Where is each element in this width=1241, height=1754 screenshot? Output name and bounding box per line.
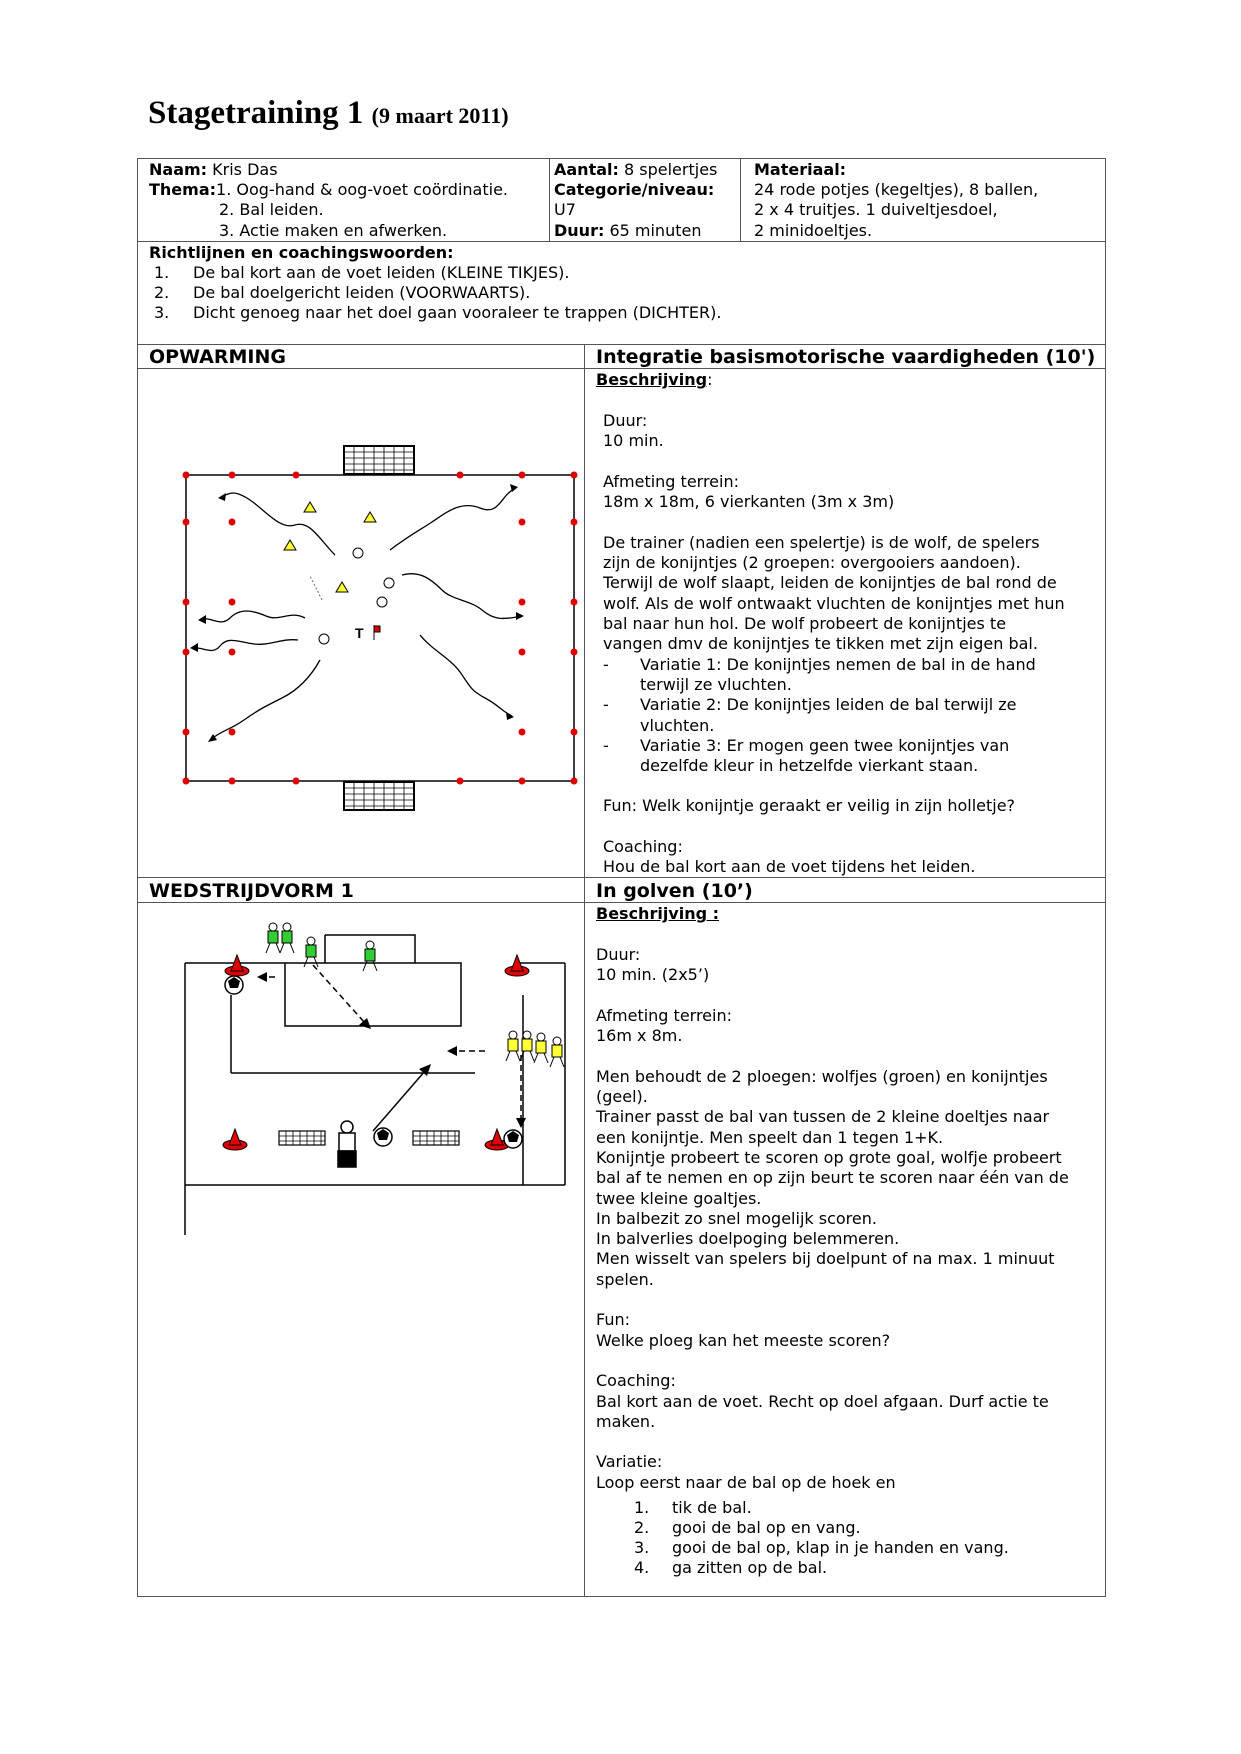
- materiaal-label: Materiaal:: [754, 160, 847, 179]
- coaching-label: Coaching:: [603, 837, 683, 856]
- flag-icon: [374, 625, 380, 640]
- richtlijn-num: 3.: [154, 303, 170, 322]
- fun-line: Fun: Welk konijntje geraakt er veilig in zijn holletje?: [603, 796, 1016, 815]
- variation-line: vluchten.: [640, 716, 715, 735]
- variatie-num: 4.: [634, 1558, 650, 1577]
- richtlijn-num: 2.: [154, 283, 170, 302]
- richtlijn-text: De bal doelgericht leiden (VOORWAARTS).: [193, 283, 531, 302]
- arrowheads: [257, 972, 526, 1128]
- divider: [549, 158, 550, 241]
- dribble-paths: [192, 488, 522, 740]
- section-header-integratie: Integratie basismotorische vaardigheden (10'): [596, 346, 1096, 368]
- variatie-num: 2.: [634, 1518, 650, 1537]
- divider: [137, 344, 1106, 345]
- divider: [137, 368, 1106, 369]
- beschrijving-heading: Beschrijving:: [596, 370, 713, 389]
- section-header-in-golven: In golven (10’): [596, 880, 753, 902]
- variation-line: Variatie 1: De konijntjes nemen de bal in de hand: [640, 655, 1036, 674]
- path-arrowheads: [190, 484, 524, 742]
- aantal-value: 8 spelertjes: [624, 160, 718, 179]
- variation-line: Variatie 2: De konijntjes leiden de bal terwijl ze: [640, 695, 1017, 714]
- dashed-arrows: [265, 965, 521, 1120]
- dotted-arrow: [310, 576, 322, 600]
- divider: [740, 158, 741, 241]
- yellow-players: [506, 1031, 564, 1067]
- variation-line: terwijl ze vluchten.: [640, 675, 792, 694]
- variation-dash: -: [603, 736, 609, 755]
- naam-label: Naam:: [149, 160, 208, 179]
- section-header-wedstrijdvorm: WEDSTRIJDVORM 1: [149, 880, 354, 902]
- coaching-value: Hou de bal kort aan de voet tijdens het leiden.: [603, 857, 976, 876]
- green-players: [266, 923, 377, 971]
- pass-arrowhead: [419, 1064, 431, 1076]
- wedstrijd-description: Duur: 10 min. (2x5’) Afmeting terrein: 16m x 8m. Men behoudt de 2 ploegen: wolfjes (groen) en konijntjes (geel). Trainer passt de bal van tussen de 2 kleine doeltjes naar een konijntje. Men speelt dan 1 tegen 1+K. Konijntje probeert te scoren op grote goal, wolfje probeert bal af te nemen en op zijn beurt te scoren naar één van de twee kleine goaltjes. In balbezit zo snel mogelijk scoren. In balverlies doelpoging belemmeren. Men wisselt van spelers bij doelpunt of na max. 1 minuut spelen. Fun: Welke ploeg kan het meeste scoren? Coaching: Bal kort aan de voet. Recht op doel afgaan. Durf actie te maken. Variatie: Loop eerst naar de bal op de hoek en: [596, 945, 1069, 1492]
- wedstrijdvorm-field-diagram: [175, 915, 580, 1245]
- materiaal-line: 2 x 4 truitjes. 1 duiveltjesdoel,: [754, 200, 998, 219]
- title-date: (9 maart 2011): [371, 103, 509, 128]
- mini-goals: [279, 1131, 459, 1145]
- richtlijn-text: Dicht genoeg naar het doel gaan vooraleer te trappen (DICHTER).: [193, 303, 722, 322]
- variation-dash: -: [603, 655, 609, 674]
- aantal-label: Aantal:: [554, 160, 619, 179]
- title-main: Stagetraining 1: [148, 95, 364, 131]
- pass-arrow: [373, 1071, 425, 1131]
- divider: [137, 241, 1106, 242]
- categorie-label: Categorie/niveau:: [554, 180, 715, 199]
- red-cones: [223, 955, 529, 1150]
- variation-dash: -: [603, 695, 609, 714]
- duur-row: [554, 221, 701, 241]
- thema-item: 2. Bal leiden.: [219, 200, 324, 219]
- opwarming-description: Duur: 10 min. Afmeting terrein: 18m x 18m, 6 vierkanten (3m x 3m) De trainer (nadien een spelertje) is de wolf, de spelers zijn de konijntjes (2 groepen: overgooiers aandoen). Terwijl de wolf slaapt, leiden de konijntjes de bal rond de wolf. Als de wolf ontwaakt vluchten de konijntjes met hun bal naar hun hol. De wolf probeert de konijntjes te vangen dmv de konijntjes te tikken met zijn eigen bal.: [603, 411, 1065, 654]
- variatie-text: ga zitten op de bal.: [672, 1558, 828, 1577]
- materiaal-line: 24 rode potjes (kegeltjes), 8 ballen,: [754, 180, 1039, 199]
- player-triangles: [284, 502, 376, 592]
- divider: [137, 902, 1106, 903]
- section-header-opwarming: OPWARMING: [149, 346, 286, 368]
- richtlijnen-label: Richtlijnen en coachingswoorden:: [149, 243, 454, 262]
- variatie-num: 3.: [634, 1538, 650, 1557]
- beschrijving-label: Beschrijving :: [596, 904, 720, 923]
- richtlijn-text: De bal kort aan de voet leiden (KLEINE TIKJES).: [193, 263, 570, 282]
- richtlijn-num: 1.: [154, 263, 170, 282]
- materiaal-line: 2 minidoeltjes.: [754, 221, 873, 240]
- naam-value: Kris Das: [212, 160, 278, 179]
- thema-item: 3. Actie maken en afwerken.: [219, 221, 448, 240]
- thema-label: Thema:: [149, 180, 217, 199]
- trainer-figure: [338, 1121, 356, 1167]
- variatie-num: 1.: [634, 1498, 650, 1517]
- duur-label: Duur:: [554, 221, 605, 240]
- divider: [137, 877, 1106, 878]
- variatie-text: gooi de bal op en vang.: [672, 1518, 861, 1537]
- page-title: [148, 95, 509, 132]
- beschrijving-label: Beschrijving: [596, 370, 708, 389]
- variatie-text: tik de bal.: [672, 1498, 752, 1517]
- duur-value: 65 minuten: [609, 221, 702, 240]
- trainer-symbol: T: [355, 625, 364, 641]
- naam-row: [149, 160, 278, 180]
- categorie-value: U7: [554, 200, 576, 219]
- variation-line: dezelfde kleur in hetzelfde vierkant staan.: [640, 756, 979, 775]
- variation-line: Variatie 3: Er mogen geen twee konijntjes van: [640, 736, 1010, 755]
- thema-item: 1. Oog-hand & oog-voet coördinatie.: [216, 180, 508, 199]
- aantal-row: [554, 160, 717, 180]
- variatie-text: gooi de bal op, klap in je handen en vang.: [672, 1538, 1009, 1557]
- opwarming-field-diagram: [170, 440, 590, 820]
- thema-row: [149, 180, 508, 200]
- balls: [225, 976, 522, 1148]
